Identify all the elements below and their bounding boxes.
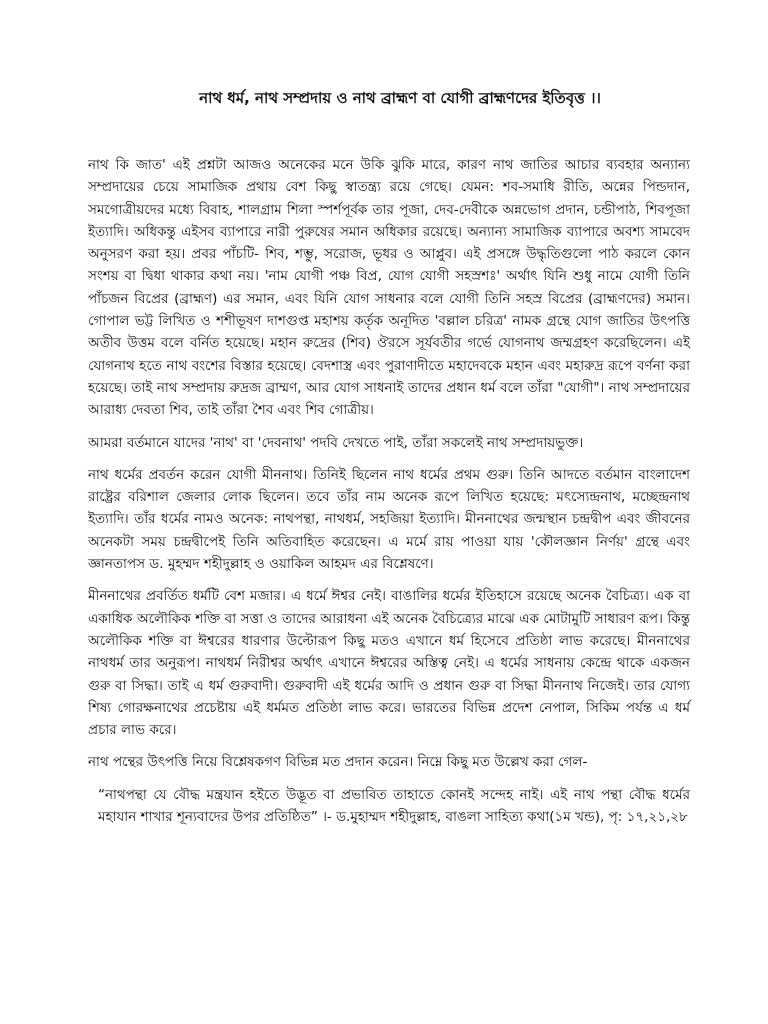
paragraph-founder: নাথ ধর্মের প্রবর্তন করেন যোগী মীননাথ। তিনিই ছিলেন নাথ ধর্মের প্রথম গুরু। তিনি আদতে বর্তমান বাংলাদেশ রাষ্ট্রের বরিশাল জেলার লোক ছিলেন। তবে তাঁর নাম অনেক রূপে লিখিত হয়েছে: মৎস্যেন্দ্রনাথ, মচ্ছেন্দ্রনাথ ইত্যাদি। তাঁর ধর্মের নামও অনেক: নাথপন্থা, নাথধর্ম, সহজিয়া ইত্যাদি। মীননাথের জন্মস্থান চন্দ্রদ্বীপ এবং জীবনের অনেকটা সময় চন্দ্রদ্বীপেই তিনি অতিবাহিত করেছেন। এ মর্মে রায় পাওয়া যায় 'কৌলজ্ঞান নির্ণয়' গ্রন্থে এবং জ্ঞানতাপস ড. মুহম্মদ শহীদুল্লাহ ও ওয়াকিল আহমদ এর বিশ্লেষণে। [88, 466, 690, 573]
document-title: নাথ ধর্ম, নাথ সম্প্রদায় ও নাথ ব্রাহ্মণ বা যোগী ব্রাহ্মণদের ইতিবৃত্ত ।। [199, 89, 601, 107]
quotation: “নাথপন্থা যে বৌদ্ধ মন্ত্রযান হইতে উদ্ভূত বা প্রভাবিত তাহাতে কোনই সন্দেহ নাই। এই নাথ পন্থা বৌদ্ধ ধর্মের মহাযান শাখার শূন্যবাদের উপর প্রতিষ্ঠিত” ।- ড.মুহাম্মদ শহীদুল্লাহ, বাঙলা সাহিত্য কথা(১ম খন্ড), পৃ: ১৭,২১,২৮ [98, 786, 690, 826]
paragraph-surnames: আমরা বর্তমানে যাদের 'নাথ' বা 'দেবনাথ' পদবি দেখতে পাই, তাঁরা সকলেই নাথ সম্প্রদায়ভুক্ত। [88, 434, 584, 451]
paragraph-doctrine: মীননাথের প্রবর্তিত ধর্মটি বেশ মজার। এ ধর্মে ঈশ্বর নেই। বাঙালির ধর্মের ইতিহাসে রয়েছে অনেক বৈচিত্র্য। এক বা একাধিক অলৌকিক শক্তি বা সত্তা ও তাদের আরাধনা এই অনেক বৈচিত্র্যের মাঝে এক মোটামুটি সাধারণ রূপ। কিন্তু অলৌকিক শক্তি বা ঈশ্বরের ধারণার উল্টোরূপ কিছু মতও এখানে ধর্ম হিসেবে প্রতিষ্ঠা লাভ করেছে। মীননাথের নাথধর্ম তার অনুরূপ। নাথধর্ম নিরীশ্বর অর্থাৎ এখানে ঈশ্বরের অস্তিত্ব নেই। এ ধর্মের সাধনায় কেন্দ্রে থাকে একজন গুরু বা সিদ্ধা। তাই এ ধর্ম গুরুবাদী। গুরুবাদী এই ধর্মের আদি ও প্রধান গুরু বা সিদ্ধা মীননাথ নিজেই। তার যোগ্য শিষ্য গোরক্ষনাথের প্রচেষ্টায় এই ধর্মমত প্রতিষ্ঠা লাভ করে। ভারতের বিভিন্ন প্রদেশ নেপাল, সিকিম পর্যন্ত এ ধর্ম প্রচার লাভ করে। [88, 588, 690, 739]
paragraph-opinions-intro: নাথ পন্থের উৎপত্তি নিয়ে বিশ্লেষকগণ বিভিন্ন মত প্রদান করেন। নিম্নে কিছু মত উল্লেখ করা গেল- [88, 754, 588, 771]
paragraph-origin: নাথ কি জাত' এই প্রশ্নটা আজও অনেকের মনে উকি ঝুকি মারে, কারণ নাথ জাতির আচার ব্যবহার অন্যান্য সম্প্রদায়ের চেয়ে সামাজিক প্রথায় বেশ কিছু স্বাতন্ত্র্য রয়ে গেছে। যেমন: শব-সমাধি রীতি, অন্নের পিন্ডদান, সমগোত্রীয়দের মধ্যে বিবাহ, শালগ্রাম শিলা স্পর্শপূর্বক তার পূজা, দেব-দেবীকে অন্নভোগ প্রদান, চন্ডীপাঠ, শিবপূজা ইত্যাদি। অধিকন্তু এইসব ব্যাপারে নারী পুরুষের সমান অধিকার রয়েছে। অন্যান্য সামাজিক ব্যাপারে অবশ্য সামবেদ অনুসরণ করা হয়। প্রবর পাঁচটি- শিব, শম্ভু, সরোজ, ভূধর ও আপ্লুব। এই প্রসঙ্গে উদ্ধৃতিগুলো পাঠ করলে কোন সংশয় বা দ্বিধা থাকার কথা নয়। 'নাম যোগী পঞ্চ বিপ্র, যোগ যোগী সহস্রশঃ' অর্থাৎ যিনি শুধু নামে যোগী তিনি পাঁচজন বিপ্রের (ব্রাহ্মণ) এর সমান, এবং যিনি যোগ সাধনার বলে যোগী তিনি সহস্র বিপ্রের (ব্রাহ্মণদের) সমান। গোপাল ভট্ট লিখিত ও শশীভূষণ দাশগুপ্ত মহাশয় কর্তৃক অনূদিত 'বল্লাল চরিত্র' নামক গ্রন্থে যোগ জাতির উৎপত্তি অতীব উত্তম বলে বর্নিত হয়েছে। মহান রুদ্রের (শিব) ঔরসে সূর্যবতীর গর্ভে যোগনাথ জম্মগ্রহণ করেছিলেন। এই যোগনাথ হতে নাথ বংশের বিস্তার হয়েছে। বেদশাস্ত্র এবং পুরাণাদীতে মহাদেবকে মহান এবং মহারুদ্র রূপে বর্ণনা করা হয়েছে। তাই নাথ সম্প্রদায় রুদ্রজ ব্রাম্মণ, আর যোগ সাধনাই তাদের প্রধান ধর্ম বলে তাঁরা "যোগী"। নাথ সম্প্রদায়ের আরাধ্য দেবতা শিব, তাই তাঁরা শৈব এবং শিব গোত্রীয়। [88, 157, 690, 419]
